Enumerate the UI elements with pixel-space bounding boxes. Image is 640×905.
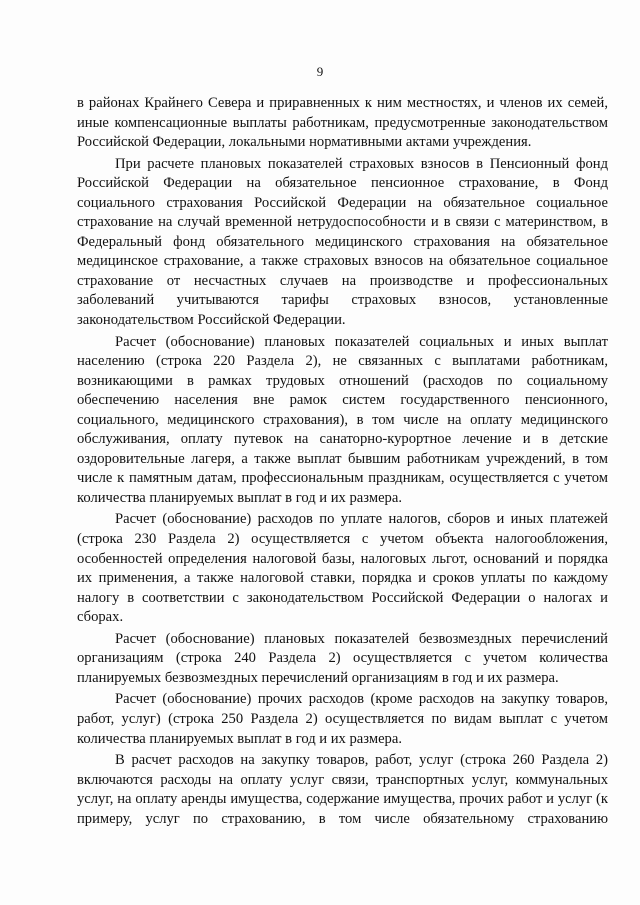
paragraph-2: При расчете плановых показателей страховых взносов в Пенсионный фонд Российской Федерации на обязательное пенсионное страхование, в Фонд социального страхования Российской Федерации на обязательное социальное страхование на случай временной нетрудоспособности и в связи с материнством, в Федеральный фонд обязательного медицинского страхования на обязательное медицинское страхование, а также страховых взносов на обязательное социальное страхование от несчастных случаев на производстве и профессиональных заболеваний учитываются тарифы страховых взносов, установленные законодательством Российской Федерации. bbox=[77, 155, 608, 329]
paragraph-4: Расчет (обоснование) расходов по уплате налогов, сборов и иных платежей (строка 230 Раздела 2) осуществляется с учетом объекта налогообложения, особенностей определения налоговой базы, налоговых льгот, оснований и порядка их применения, а также налоговой ставки, порядка и сроков уплаты по каждому налогу в соответствии с законодательством Российской Федерации о налогах и сборах. bbox=[77, 511, 608, 626]
paragraph-1: в районах Крайнего Севера и приравненных к ним местностях, и членов их семей, иные компенсационные выплаты работникам, предусмотренные законодательством Российской Федерации, локальными нормативными актами учреждения. bbox=[77, 95, 608, 151]
page-number: 9 bbox=[316, 64, 324, 79]
paragraph-7: В расчет расходов на закупку товаров, работ, услуг (строка 260 Раздела 2) включаются расходы на оплату услуг связи, транспортных услуг, коммунальных услуг, на оплату аренды имущества, содержание имущества, прочих работ и услуг (к примеру, услуг по страхованию, в том числе обязательному страхованию bbox=[77, 752, 608, 827]
document-body bbox=[77, 94, 608, 829]
paragraph-3: Расчет (обоснование) плановых показателей социальных и иных выплат населению (строка 220 Раздела 2), не связанных с выплатами работникам, возникающими в рамках трудовых отношений (расходов по социальному обеспечению населения вне рамок систем государственного пенсионного, социального, медицинского страхования), в том числе на оплату медицинского обслуживания, оплату путевок на санаторно-курортное лечение и в детские оздоровительные лагеря, а также выплат бывшим работникам учреждений, в том числе к памятным датам, профессиональным праздникам, осуществляется с учетом количества планируемых выплат в год и их размера. bbox=[77, 333, 608, 506]
paragraph-6: Расчет (обоснование) прочих расходов (кроме расходов на закупку товаров, работ, услуг) (строка 250 Раздела 2) осуществляется по видам выплат с учетом количества планируемых выплат в год и их размера. bbox=[77, 691, 608, 747]
paragraph-5: Расчет (обоснование) плановых показателей безвозмездных перечислений организациям (строка 240 Раздела 2) осуществляется с учетом количества планируемых безвозмездных перечислений организациям в год и их размера. bbox=[77, 630, 608, 686]
